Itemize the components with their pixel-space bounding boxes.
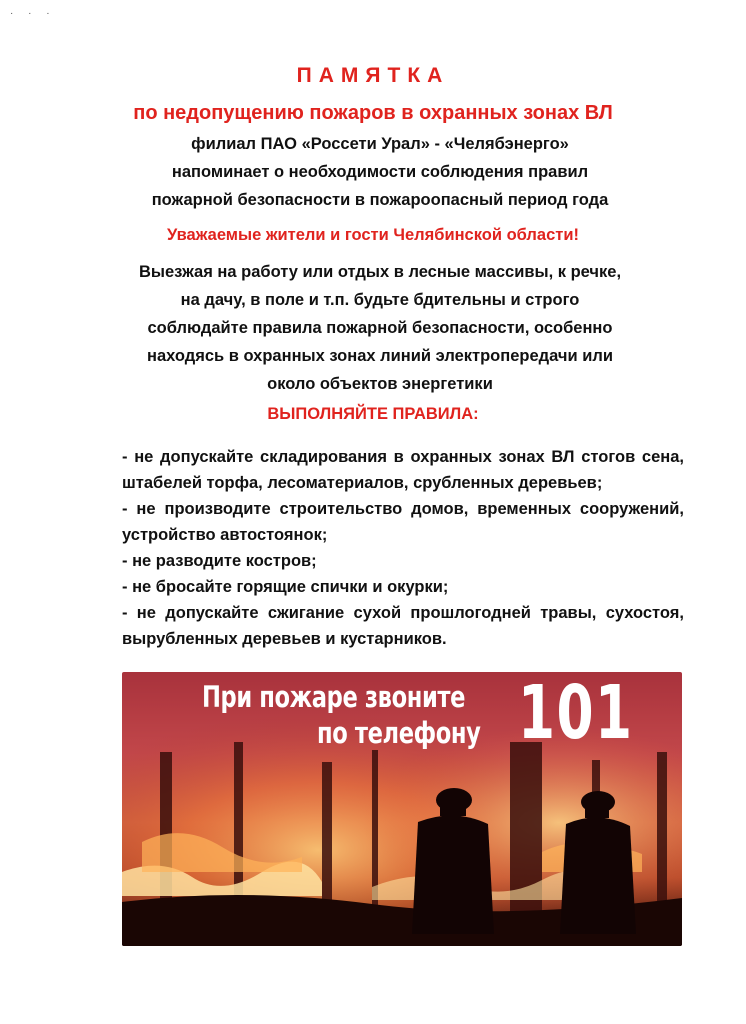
rule-item: - не бросайте горящие спички и окурки; — [122, 578, 449, 596]
document-subtitle: по недопущению пожаров в охранных зонах ВЛ — [133, 102, 613, 124]
rule-item: - не допускайте сжигание сухой прошлогодней травы, сухостоя, вырубленных деревьев и кустарников. — [122, 604, 684, 648]
body-line: Выезжая на работу или отдых в лесные массивы, к речке, — [138, 263, 622, 281]
greeting-heading: Уважаемые жители и гости Челябинской области! — [167, 226, 579, 244]
body-line: около объектов энергетики — [267, 375, 493, 393]
banner-call-text: При пожаре звоните — [202, 680, 466, 714]
body-paragraph — [100, 258, 660, 398]
body-line: соблюдайте правила пожарной безопасности, особенно — [147, 319, 613, 337]
scan-specks: · · · — [10, 8, 56, 19]
body-line: находясь в охранных зонах линий электропередачи или — [147, 347, 613, 365]
intro-line: филиал ПАО «Россети Урал» - «Челябэнерго» — [191, 135, 569, 153]
document-title: ПАМЯТКА — [296, 64, 450, 87]
banner-phone-text: по телефону — [317, 716, 481, 750]
rules-list — [122, 444, 684, 652]
rule-item: - не производите строительство домов, временных сооружений, устройство автостоянок; — [122, 500, 684, 544]
rules-heading: ВЫПОЛНЯЙТЕ ПРАВИЛА: — [267, 405, 479, 423]
intro-line: пожарной безопасности в пожароопасный период года — [151, 191, 609, 209]
emergency-number: 101 — [518, 672, 634, 756]
fire-banner — [122, 672, 682, 946]
rule-item: - не разводите костров; — [122, 552, 317, 570]
intro-line: напоминает о необходимости соблюдения правил — [171, 163, 589, 181]
intro-paragraph — [100, 130, 660, 214]
body-line: на дачу, в поле и т.п. будьте бдительны и строго — [180, 291, 580, 309]
rule-item: - не допускайте складирования в охранных зонах ВЛ стогов сена, штабелей торфа, лесоматериалов, срубленных деревьев; — [122, 448, 684, 492]
